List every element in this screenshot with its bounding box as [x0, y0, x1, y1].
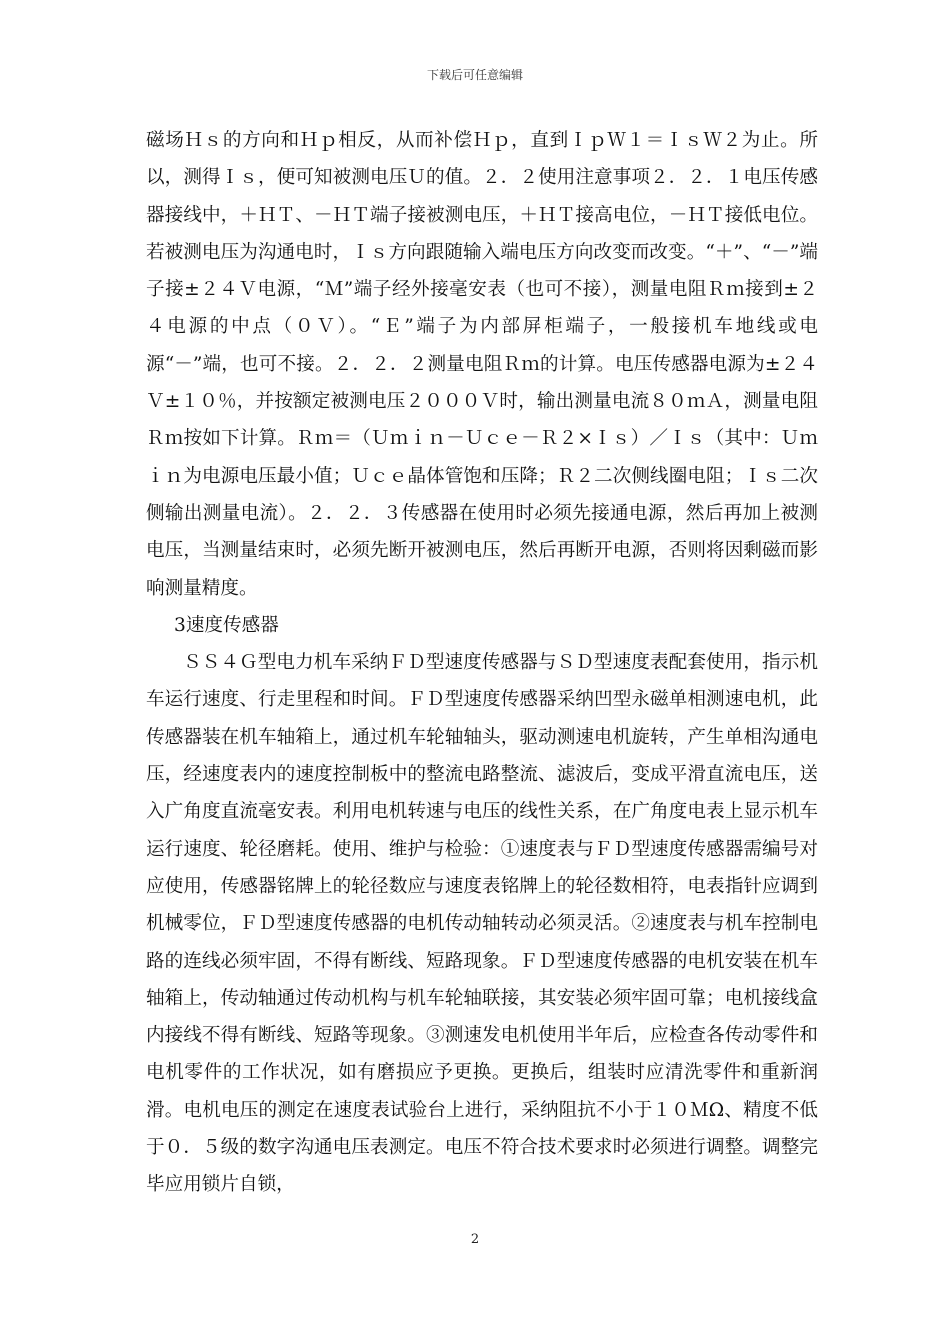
document-body: [146, 122, 818, 1204]
section-heading: 3速度传感器: [174, 614, 279, 636]
section-paragraph: ＳＳ４Ｇ型电力机车采纳ＦＤ型速度传感器与ＳＤ型速度表配套使用，指示机车运行速度、行走里程和时间。ＦＤ型速度传感器采纳凹型永磁单相测速电机，此传感器装在机车轴箱上，通过机车轮轴轴头，驱动测速电机旋转，产生单相沟通电压，经速度表内的速度控制板中的整流电路整流、滤波后，变成平滑直流电压，送入广角度直流毫安表。利用电机转速与电压的线性关系，在广角度电表上显示机车运行速度、轮径磨耗。使用、维护与检验：①速度表与ＦＤ型速度传感器需编号对应使用，传感器铭牌上的轮径数应与速度表铭牌上的轮径数相符，电表指针应调到机械零位，ＦＤ型速度传感器的电机传动轴转动必须灵活。②速度表与机车控制电路的连线必须牢固，不得有断线、短路现象。ＦＤ型速度传感器的电机安装在机车轴箱上，传动轴通过传动机构与机车轮轴联接，其安装必须牢固可靠；电机接线盒内接线不得有断线、短路等现象。③测速发电机使用半年后，应检查各传动零件和电机零件的工作状况，如有磨损应予更换。更换后，组装时应清洗零件和重新润滑。电机电压的测定在速度表试验台上进行，采纳阻抗不小于１０ＭΩ、精度不低于０．５级的数字沟通电压表测定。电压不符合技术要求时必须进行调整。调整完毕应用锁片自锁，: [146, 652, 818, 1196]
page-number: 2: [470, 1232, 480, 1247]
body-paragraph: 磁场Ｈｓ的方向和Ｈｐ相反，从而补偿Ｈｐ，直到ＩｐＷ１＝ＩｓＷ２为止。所以，测得Ｉｓ，便可知被测电压Ｕ的值。２．２使用注意事项２．２．１电压传感器接线中，＋ＨＴ、－ＨＴ端子接被测电压，＋ＨＴ接高电位，－ＨＴ接低电位。若被测电压为沟通电时，Ｉｓ方向跟随输入端电压方向改变而改变。“＋”、“－”端子接±２４Ｖ电源，“Ｍ”端子经外接毫安表（也可不接），测量电阻Ｒｍ接到±２４电源的中点（０Ｖ）。“Ｅ”端子为内部屏柜端子，一般接机车地线或电源“－”端，也可不接。２．２．２测量电阻Ｒｍ的计算。电压传感器电源为±２４Ｖ±１０％，并按额定被测电压２０００Ｖ时，输出测量电流８０ｍＡ，测量电阻Ｒｍ按如下计算。Ｒｍ＝（Ｕｍｉｎ－Ｕｃｅ－Ｒ２×Ｉｓ）／Ｉｓ（其中：Ｕｍｉｎ为电源电压最小值；Ｕｃｅ晶体管饱和压降；Ｒ２二次侧线圈电阻；Ｉｓ二次侧输出测量电流）。２．２．３传感器在使用时必须先接通电源，然后再加上被测电压，当测量结束时，必须先断开被测电压，然后再断开电源，否则将因剩磁而影响测量精度。: [146, 130, 818, 599]
page-header: 下载后可任意编辑: [426, 68, 523, 82]
